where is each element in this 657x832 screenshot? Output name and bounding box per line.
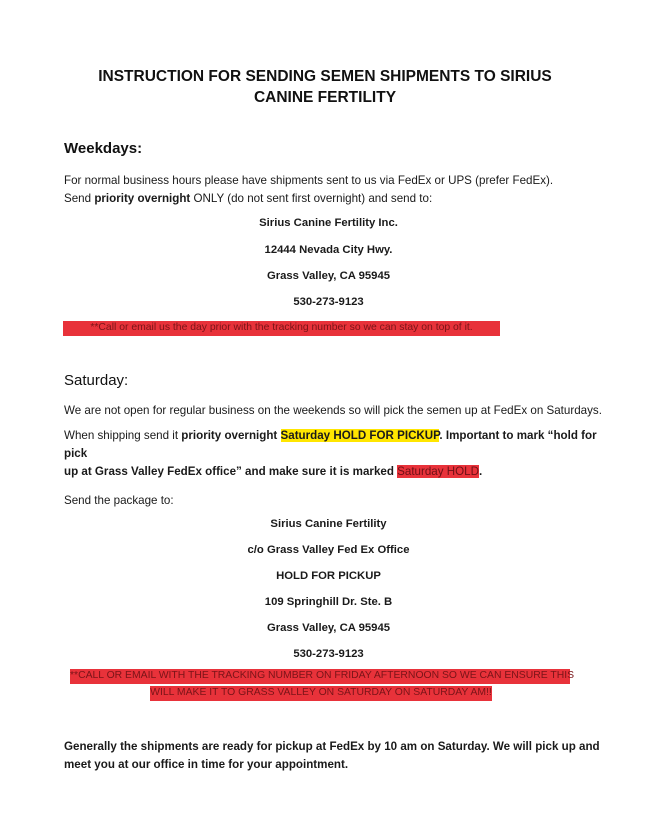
closing-line-1: Generally the shipments are ready for pickup at FedEx by 10 am on Saturday. We will pick up and [64,740,600,753]
saturday-para-2-post: . Important to mark “hold for pick [64,429,597,460]
saturday-para-1: We are not open for regular business on the weekends so will pick the semen up at FedEx on Saturdays. [64,404,602,417]
weekdays-call-note: **Call or email us the day prior with the tracking number so we can stay on top of it. [63,321,500,336]
title-line-2: CANINE FERTILITY [253,89,397,106]
saturday-para-2-line-2-pre: up at Grass Valley FedEx office” and make sure it is marked [64,465,398,478]
weekdays-priority-overnight: priority overnight [94,192,191,205]
weekdays-address-phone: 530-273-9123 [293,296,364,308]
saturday-hold-red-highlight: Saturday HOLD [397,465,479,478]
weekdays-para-line-1: For normal business hours please have shipments sent to us via FedEx or UPS (prefer FedEx). [64,174,554,187]
saturday-para-2-line-1 [64,427,604,463]
saturday-para-2-pre: When shipping send it [64,429,182,442]
document-title [60,66,590,108]
saturday-para-2-line-2-post: . [478,465,483,478]
weekdays-paragraph [64,172,604,208]
saturday-address-care-of: c/o Grass Valley Fed Ex Office [247,544,410,556]
weekdays-para-line-2-post: ONLY (do not sent first overnight) and send to: [190,192,433,205]
weekdays-address-city: Grass Valley, CA 95945 [266,270,391,282]
saturday-heading: Saturday: [64,372,129,389]
weekdays-address-name: Sirius Canine Fertility Inc. [259,217,398,229]
saturday-address-phone: 530-273-9123 [293,648,364,660]
saturday-address-street: 109 Springhill Dr. Ste. B [264,596,393,608]
saturday-para-2-line-2 [64,463,604,481]
closing-line-2: meet you at our office in time for your appointment. [64,758,349,771]
closing-paragraph [64,738,624,774]
weekdays-para-line-2-pre: Send [64,192,95,205]
weekdays-para-line-2 [64,190,604,208]
saturday-priority-overnight: priority overnight [181,429,278,442]
saturday-hold-highlight: Saturday HOLD FOR PICKUP [280,429,440,442]
saturday-address-name: Sirius Canine Fertility [270,518,387,530]
saturday-address-city: Grass Valley, CA 95945 [266,622,391,634]
send-package-label: Send the package to: [64,494,174,507]
saturday-para-2 [64,427,604,481]
title-line-1: INSTRUCTION FOR SENDING SEMEN SHIPMENTS TO SIRIUS [98,68,552,85]
weekdays-address-street: 12444 Nevada City Hwy. [264,244,393,256]
weekdays-heading: Weekdays: [64,140,143,157]
saturday-address-hold: HOLD FOR PICKUP [276,570,381,582]
saturday-call-note-line-1: **CALL OR EMAIL WITH THE TRACKING NUMBER ON FRIDAY AFTERNOON SO WE CAN ENSURE THIS [70,669,570,684]
saturday-call-note-line-2: WILL MAKE IT TO GRASS VALLEY ON SATURDAY ON SATURDAY AM!! [150,686,492,701]
